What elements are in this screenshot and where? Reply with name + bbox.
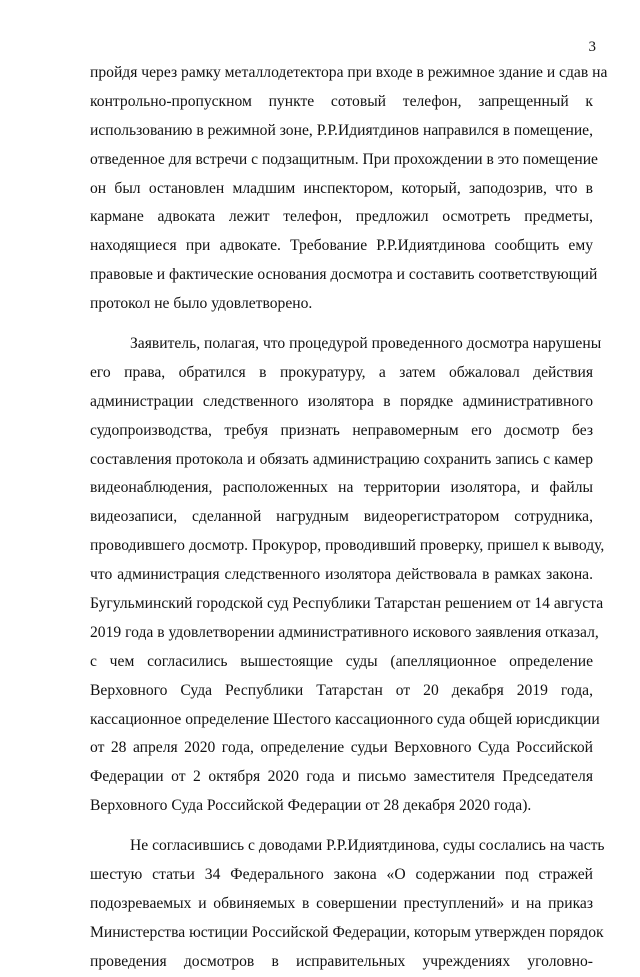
text-line: проводившего досмотр. Прокурор, проводивший проверку, пришел к выводу, — [90, 537, 605, 555]
text-line: администрации следственного изолятора в порядке административного — [90, 392, 593, 410]
paragraph-gap — [90, 319, 593, 330]
text-line: видеонаблюдения, расположенных на территории изолятора, и файлы — [90, 479, 593, 497]
text-line: кармане адвоката лежит телефон, предложил осмотреть предметы, — [90, 208, 593, 226]
text-line: пройдя через рамку металлодетектора при входе в режимное здание и сдав на — [90, 64, 608, 81]
text-line: контрольно-пропускном пункте сотовый телефон, запрещенный к — [90, 92, 593, 110]
paragraph — [90, 330, 605, 821]
text-line: проведения досмотров в исправительных учреждениях уголовно- — [90, 952, 593, 970]
text-line: его права, обратился в прокуратуру, а затем обжаловал действия — [90, 363, 593, 381]
text-line: Верховного Суда Российской Федерации от 28 декабря 2020 года). — [90, 797, 532, 815]
text-line: правовые и фактические основания досмотра и составить соответствующий — [90, 266, 598, 284]
text-line: Заявитель, полагая, что процедурой проведенного досмотра нарушены — [130, 335, 602, 353]
page-number: 3 — [588, 39, 596, 55]
text-line: использованию в режимной зоне, Р.Р.Идиятдинов направился в помещение, — [90, 121, 593, 139]
text-line: шестую статьи 34 Федерального закона «О содержании под стражей — [90, 866, 593, 884]
text-line: он был остановлен младшим инспектором, который, заподозрив, что в — [90, 179, 593, 197]
text-line: судопроизводства, требуя признать неправомерным его досмотр без — [90, 421, 593, 439]
text-line: находящиеся при адвокате. Требование Р.Р.Идиятдинова сообщить ему — [90, 237, 593, 255]
text-line: 2019 года в удовлетворении административного искового заявления отказал, — [90, 623, 599, 641]
text-line: отведенное для встречи с подзащитным. При прохождении в это помещение — [90, 150, 598, 168]
paragraph — [90, 832, 605, 976]
text-line: с чем согласились вышестоящие суды (апелляционное определение — [90, 652, 593, 670]
text-line: от 28 апреля 2020 года, определение судьи Верховного Суда Российской — [90, 739, 593, 757]
text-line: Бугульминский городской суд Республики Татарстан решением от 14 августа — [90, 595, 604, 613]
text-line: Не согласившись с доводами Р.Р.Идиятдинова, суды сослались на часть — [130, 837, 605, 855]
paragraph-gap — [90, 821, 593, 832]
paragraph — [90, 59, 608, 319]
text-line: подозреваемых и обвиняемых в совершении преступлений» и на приказ — [90, 894, 593, 912]
text-line: Федерации от 2 октября 2020 года и письмо заместителя Председателя — [90, 768, 593, 786]
text-line: что администрация следственного изолятора действовала в рамках закона. — [90, 566, 593, 584]
text-line: протокол не было удовлетворено. — [90, 295, 313, 313]
text-line: Министерства юстиции Российской Федерации, которым утвержден порядок — [90, 923, 604, 941]
text-line: составления протокола и обязать администрацию сохранить запись с камер — [90, 450, 593, 468]
document-body — [90, 59, 608, 977]
text-line: кассационное определение Шестого кассационного суда общей юрисдикции — [90, 710, 600, 728]
text-line: видеозаписи, сделанной нагрудным видеорегистратором сотрудника, — [90, 508, 593, 526]
text-line: Верховного Суда Республики Татарстан от 20 декабря 2019 года, — [90, 681, 593, 699]
